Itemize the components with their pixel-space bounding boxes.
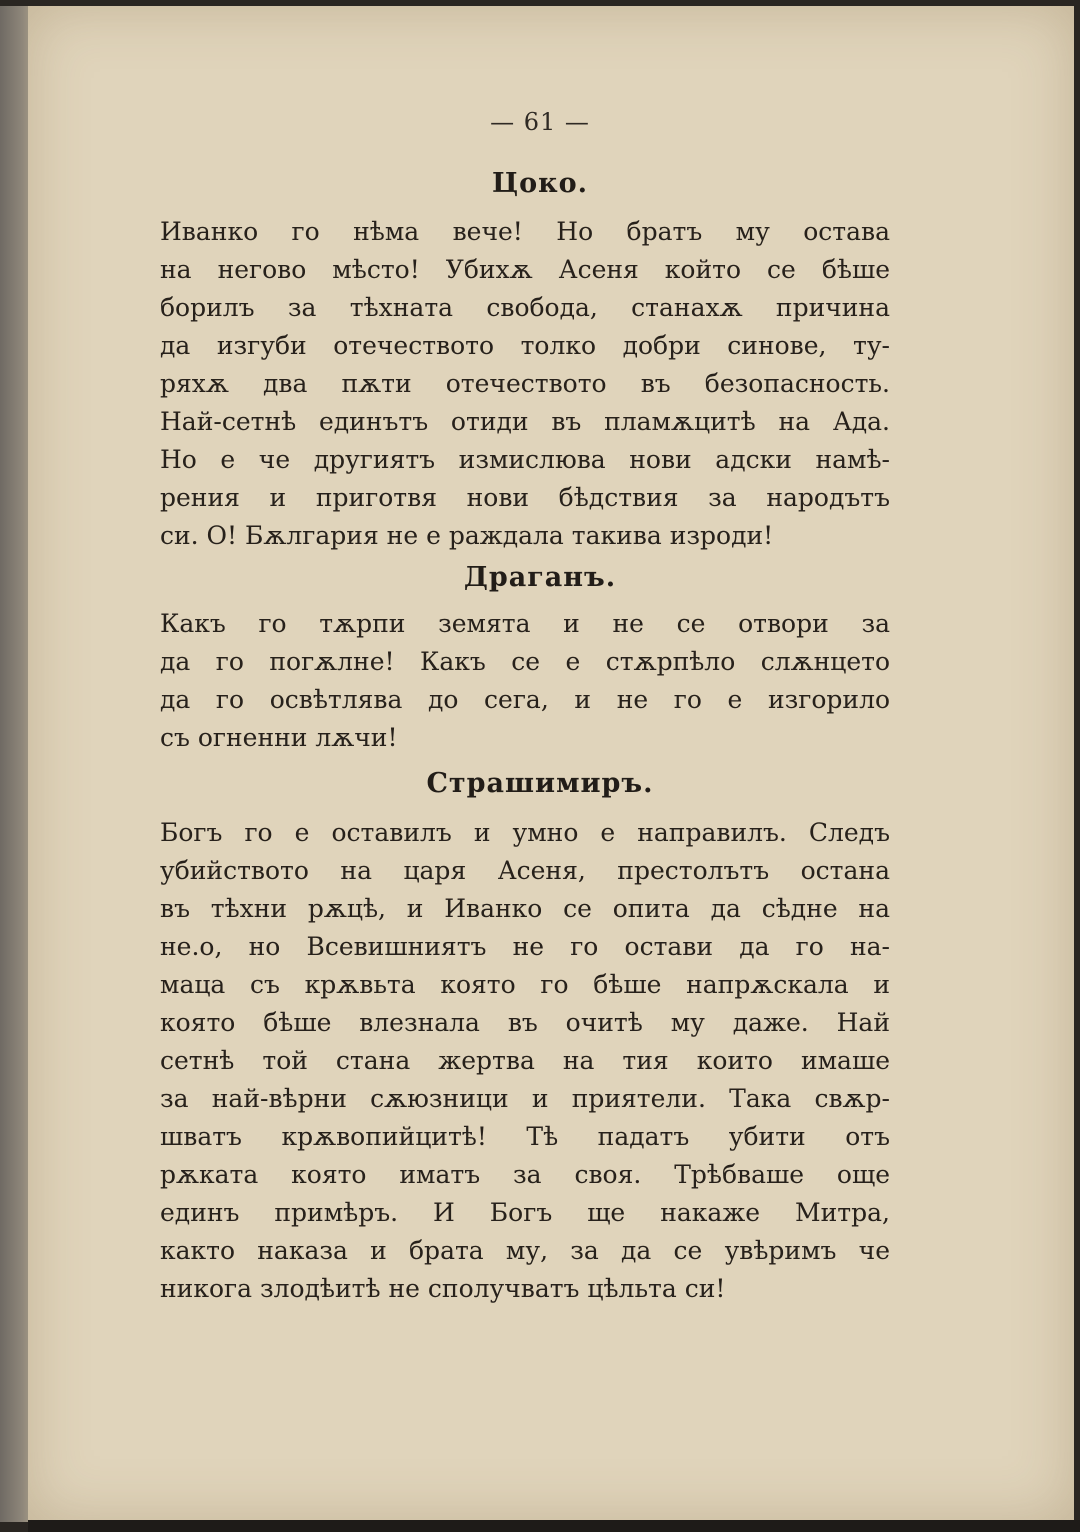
text-line: да изгуби отечеството толко добри синове, ту- [160, 331, 890, 360]
text-line: рения и приготвя нови бѣдствия за народътъ [160, 483, 890, 512]
text-line: никога злодѣитѣ не сполучватъ цѣльта си! [160, 1274, 726, 1303]
speaker-name: Цоко. [491, 168, 588, 199]
text-line: Богъ го е оставилъ и умно е направилъ. Следъ [160, 818, 890, 847]
text-line: да го освѣтлява до сега, и не го е изгорило [160, 685, 890, 714]
text-line: която бѣше влезнала въ очитѣ му даже. Най [160, 1008, 890, 1037]
speech-paragraph [160, 605, 890, 757]
text-line: Но е че другиятъ измислюва нови адски намѣ- [160, 445, 890, 474]
text-line: маца съ крѫвьта която го бѣше напрѫскала и [160, 970, 890, 999]
text-line: съ огненни лѫчи! [160, 723, 398, 752]
text-line: да го погѫлне! Какъ се е стѫрпѣло слѫнцето [160, 647, 890, 676]
text-line: както наказа и брата му, за да се увѣримъ че [160, 1236, 890, 1265]
page-number: — 61 — [490, 108, 590, 136]
speaker-name: Драганъ. [463, 562, 617, 593]
speech-paragraph [160, 814, 890, 1308]
text-line: Най-сетнѣ единътъ отиди въ пламѫцитѣ на Ада. [160, 407, 890, 436]
text-line: си. О! Бѫлгария не е раждала такива изроди! [160, 521, 774, 550]
text-line: борилъ за тѣхната свобода, станахѫ причина [160, 293, 890, 322]
text-line: въ тѣхни рѫцѣ, и Иванко се опита да сѣдне на [160, 894, 890, 923]
text-line: рѫката която иматъ за своя. Трѣбваше още [160, 1160, 890, 1189]
speaker-name: Страшимиръ. [426, 768, 654, 799]
text-line: убийството на царя Асеня, престолътъ остана [160, 856, 890, 885]
text-line: ряхѫ два пѫти отечеството въ безопасность. [160, 369, 890, 398]
text-line: Какъ го тѫрпи земята и не се отвори за [160, 609, 890, 638]
page-bottom-edge [28, 1520, 1080, 1532]
text-line: шватъ крѫвопийцитѣ! Тѣ падатъ убити отъ [160, 1122, 890, 1151]
text-line: сетнѣ той стана жертва на тия които имаше [160, 1046, 890, 1075]
speech-paragraph [160, 213, 890, 555]
text-line: за най-вѣрни сѫюзници и приятели. Така свѫр- [160, 1084, 890, 1113]
text-line: единъ примѣръ. И Богъ ще накаже Митра, [160, 1198, 890, 1227]
text-line: не.о, но Всевишниятъ не го остави да го на- [160, 932, 890, 961]
text-line: Иванко го нѣма вече! Но братъ му остава [160, 217, 890, 246]
text-line: на негово мѣсто! Убихѫ Асеня който се бѣше [160, 255, 890, 284]
